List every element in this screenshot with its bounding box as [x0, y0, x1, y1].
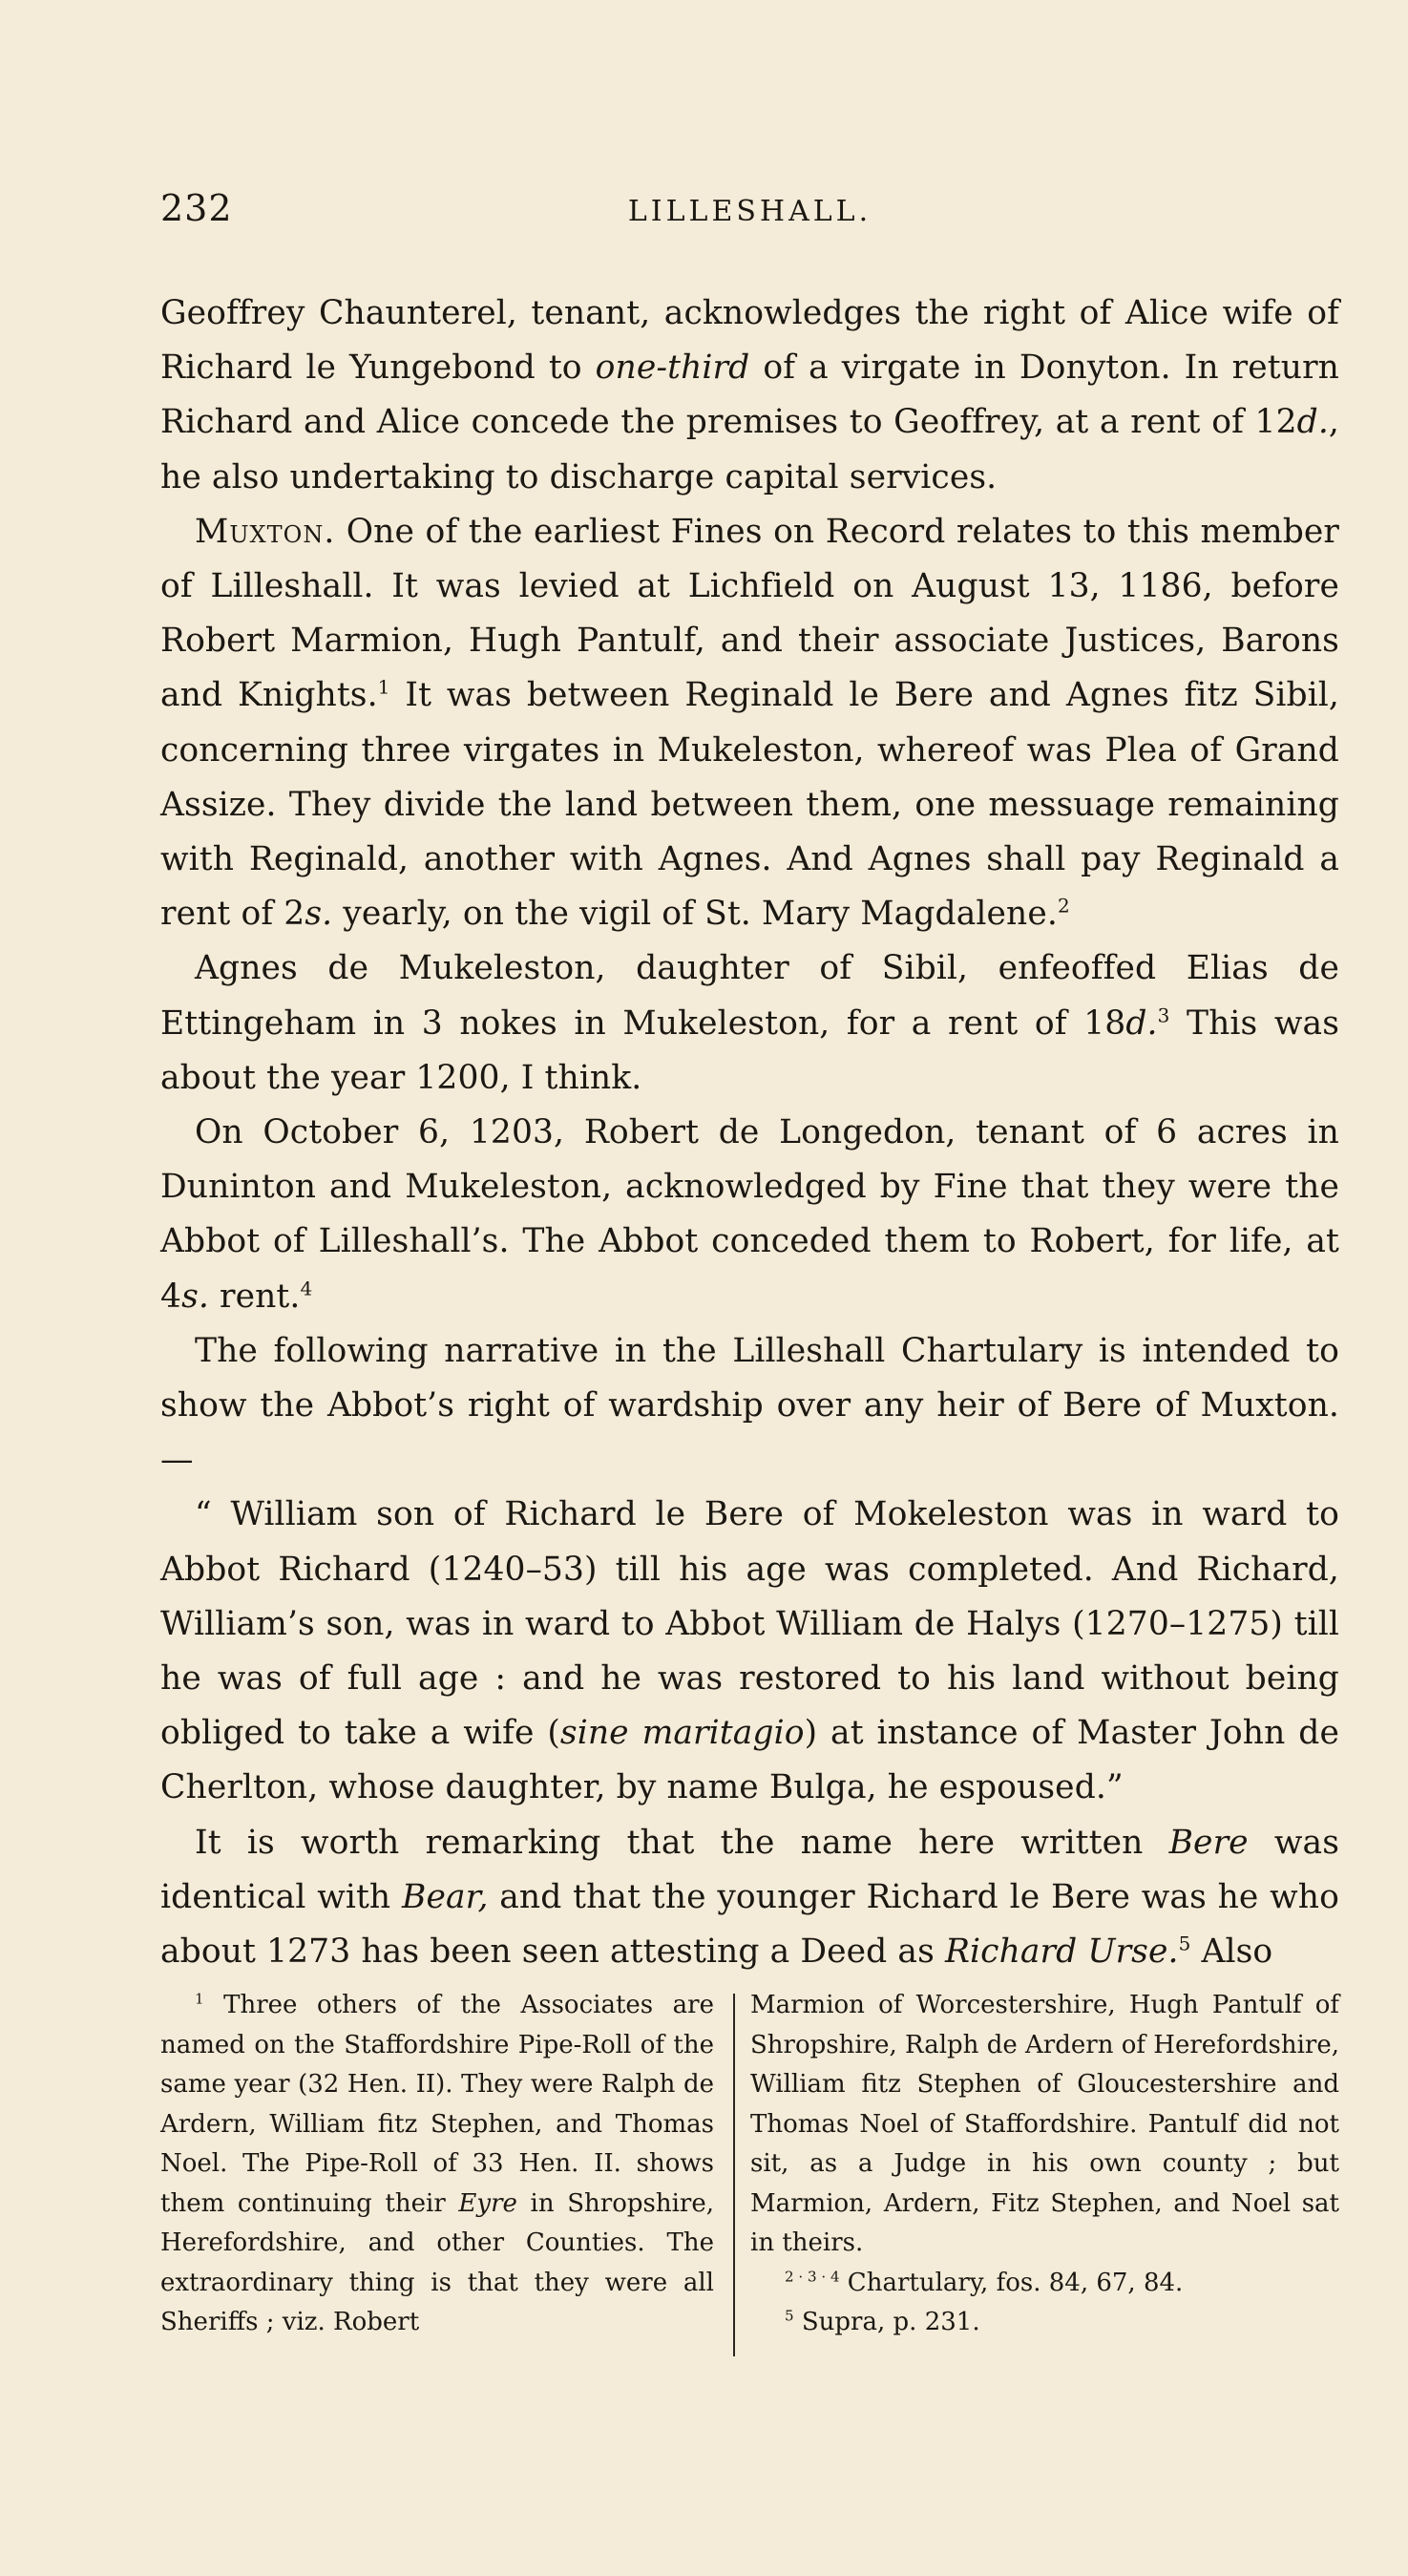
footnote-2-3-4: $^{2 \cdot 3 \cdot 4}$ Chartulary, fos. 84, 67, 84. — [785, 2267, 1184, 2297]
footnote-ref-4: 4 — [300, 1277, 313, 1300]
paragraph-narrative-intro: The following narrative in the Lilleshall Chartulary is intended to show the Abbot’s right of wardship over any heir of Bere of Muxton.— — [160, 1331, 1339, 1480]
paragraph-muxton: Muxton. One of the earliest Fines on Record relates to this member of Lilleshall. It was levied at Lichfield on August 13, 1186, before Robert Marmion, Hugh Pantulf, and their associate Justices, Barons and Knights.$^1$ It was between Reginald le Bere and Agnes fitz Sibil, concerning three virgates in Mukeleston, whereof was Plea of Grand Assize. They divide the land between them, one messuage remaining with Reginald, another with Agnes. And Agnes shall pay Reginald a rent of 2s. yearly, on the vigil of St. Mary Magdalene.$^2$ — [160, 512, 1339, 934]
footnotes — [160, 1986, 1339, 2368]
footnote-ref-3: 3 — [1157, 1003, 1170, 1027]
paragraph-quotation: “ William son of Richard le Bere of Mokeleston was in ward to Abbot Richard (1240–53) till his age was completed. And Richard, William’s son, was in ward to Abbot William de Halys (1270–1275) till he was of full age : and he was restored to his land without being obliged to take a wife (sine maritagio) at instance of Master John de Cherlton, whose daughter, by name Bulga, he espoused.” — [160, 1495, 1340, 1807]
footnote-column-left — [160, 1986, 714, 2343]
footnote-column-divider — [733, 1994, 735, 2356]
paragraph-agnes: Agnes de Mukeleston, daughter of Sibil, enfeoffed Elias de Ettingeham in 3 nokes in Mukeleston, for a rent of 18d.$^3$ This was about the year 1200, I think. — [160, 949, 1339, 1097]
footnote-1: $^1$ Three others of the Associates are named on the Staffordshire Pipe-Roll of the same year (32 Hen. II). They were Ralph de Ardern, William fitz Stephen, and Thomas Noel. The Pipe-Roll of 33 Hen. II. shows them continuing their Eyre in Shropshire, Herefordshire, and other Counties. The extraordinary thing is that they were all Sheriffs ; viz. Robert — [160, 1990, 714, 2336]
page-header — [160, 187, 1339, 244]
paragraph-longedon: On October 6, 1203, Robert de Longedon, tenant of 6 acres in Duninton and Mukeleston, acknowledged by Fine that they were the Abbot of Lilleshall’s. The Abbot conceded them to Robert, for life, at 4s. rent.$^4$ — [160, 1113, 1339, 1316]
footnote-ref-5: 5 — [1178, 1932, 1191, 1955]
paragraph-chaunterel: Geoffrey Chaunterel, tenant, acknowledges the right of Alice wife of Richard le Yungebond to one-third of a virgate in Donyton. In return Richard and Alice concede the premises to Geoffrey, at a rent of 12d., he also undertaking to discharge capital services. — [160, 294, 1339, 496]
page-number: 232 — [160, 187, 233, 229]
footnote-ref-2: 2 — [1057, 894, 1070, 918]
paragraph-bere-bear: It is worth remarking that the name here written Bere was identical with Bear, and that the younger Richard le Bere was he who about 1273 has been seen attesting a Deed as Richard Urse.$^5$ Also — [160, 1823, 1339, 1972]
footnote-1-continued: Marmion of Worcestershire, Hugh Pantulf of Shropshire, Ralph de Ardern of Herefordshire, William fitz Stephen of Gloucestershire and Thomas Noel of Staffordshire. Pantulf did not sit, as a Judge in his own county ; but Marmion, Ardern, Fitz Stephen, and Noel sat in theirs. — [750, 1991, 1339, 2257]
footnote-ref-1: 1 — [377, 675, 390, 699]
running-title: LILLESHALL. — [627, 195, 872, 228]
section-heading-muxton: Muxton. — [195, 512, 336, 551]
footnote-column-right — [750, 1986, 1339, 2343]
footnote-5: $^5$ Supra, p. 231. — [785, 2307, 980, 2336]
body-text — [160, 286, 1339, 1979]
